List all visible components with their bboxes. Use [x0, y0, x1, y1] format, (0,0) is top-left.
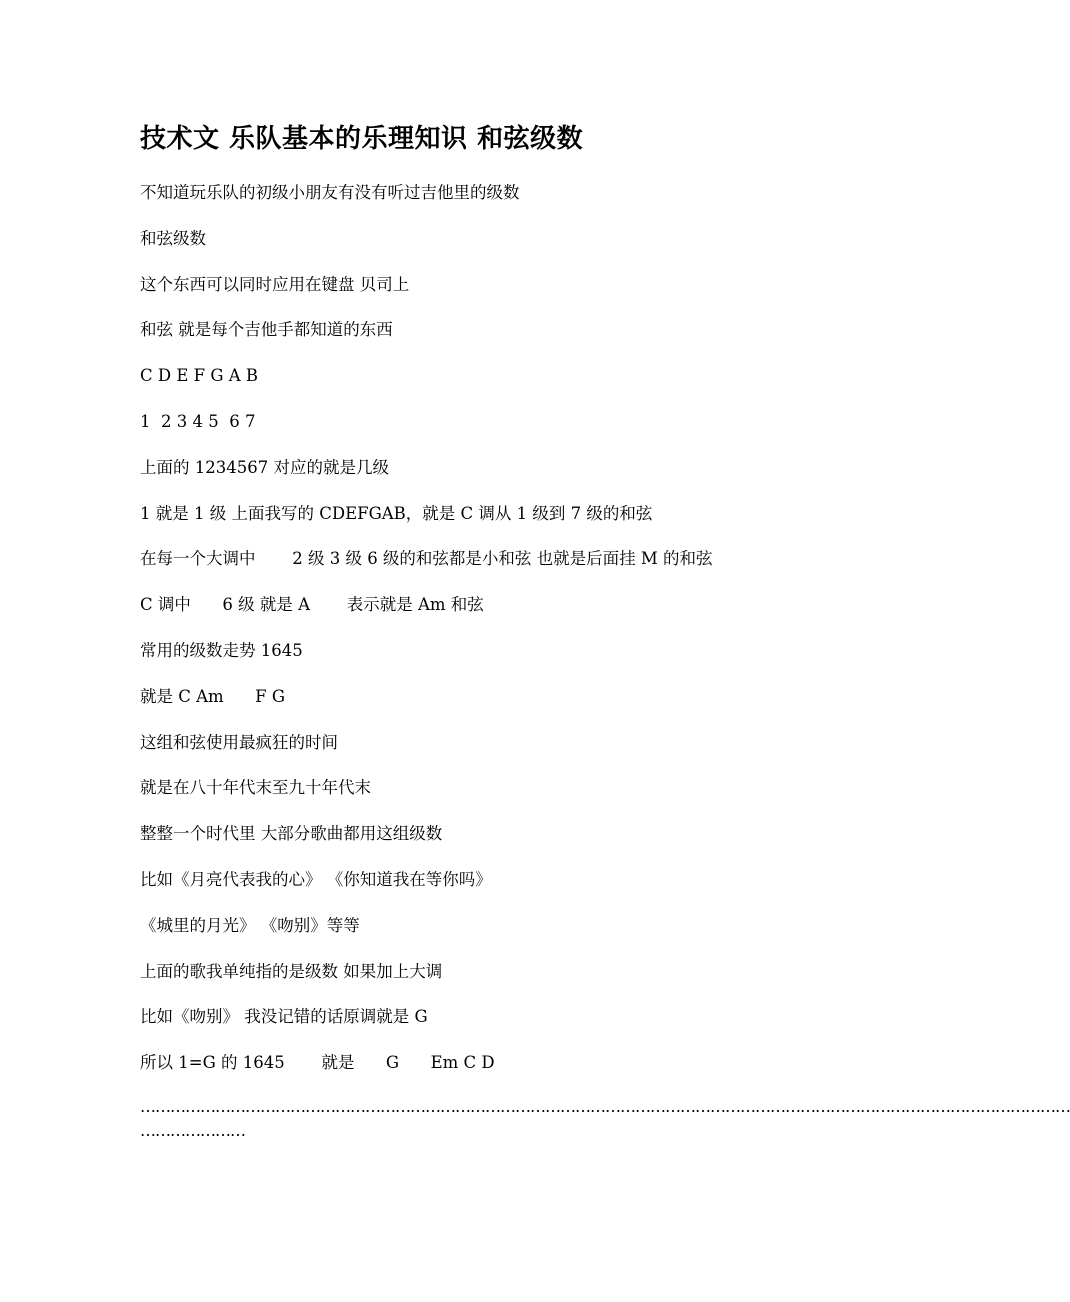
paragraph-line: 比如《吻别》 我没记错的话原调就是 G: [140, 1007, 428, 1027]
paragraph-line: C D E F G A B: [140, 366, 259, 386]
paragraph-line: C 调中 6 级 就是 A 表示就是 Am 和弦: [140, 595, 484, 615]
paragraph-line: 这组和弦使用最疯狂的时间: [140, 732, 338, 752]
paragraph-line: 不知道玩乐队的初级小朋友有没有听过吉他里的级数: [140, 183, 520, 202]
paragraph-line: 和弦 就是每个吉他手都知道的东西: [140, 320, 393, 340]
document-title: 技术文 乐队基本的乐理知识 和弦级数: [140, 124, 584, 154]
paragraph-line: 比如《月亮代表我的心》 《你知道我在等你吗》: [140, 870, 492, 889]
paragraph-line: 就是在八十年代末至九十年代末: [140, 778, 371, 798]
ellipsis-divider: ……………………………………………………………………………………………………………………………………………………………………: [140, 1097, 1070, 1116]
paragraph-line: 整整一个时代里 大部分歌曲都用这组级数: [140, 824, 443, 844]
paragraph-line: 上面的歌我单纯指的是级数 如果加上大调: [140, 961, 443, 981]
paragraph-line: 在每一个大调中 2 级 3 级 6 级的和弦都是小和弦 也就是后面挂 M 的和弦: [140, 549, 713, 569]
paragraph-line: 这个东西可以同时应用在键盘 贝司上: [140, 274, 410, 294]
paragraph-line: 上面的 1234567 对应的就是几级: [140, 457, 389, 477]
paragraph-line: 1 就是 1 级 上面我写的 CDEFGAB，就是 C 调从 1 级到 7 级的和弦: [140, 503, 653, 523]
paragraph-line: 《城里的月光》 《吻别》等等: [140, 915, 360, 935]
paragraph-line: 1 2 3 4 5 6 7: [140, 412, 256, 431]
paragraph-line: 常用的级数走势 1645: [140, 641, 303, 660]
ellipsis-divider-continued: …………………: [140, 1121, 245, 1140]
paragraph-line: 所以 1=G 的 1645 就是 G Em C D: [140, 1053, 495, 1073]
paragraph-line: 就是 C Am F G: [140, 686, 286, 706]
paragraph-line: 和弦级数: [140, 228, 206, 248]
